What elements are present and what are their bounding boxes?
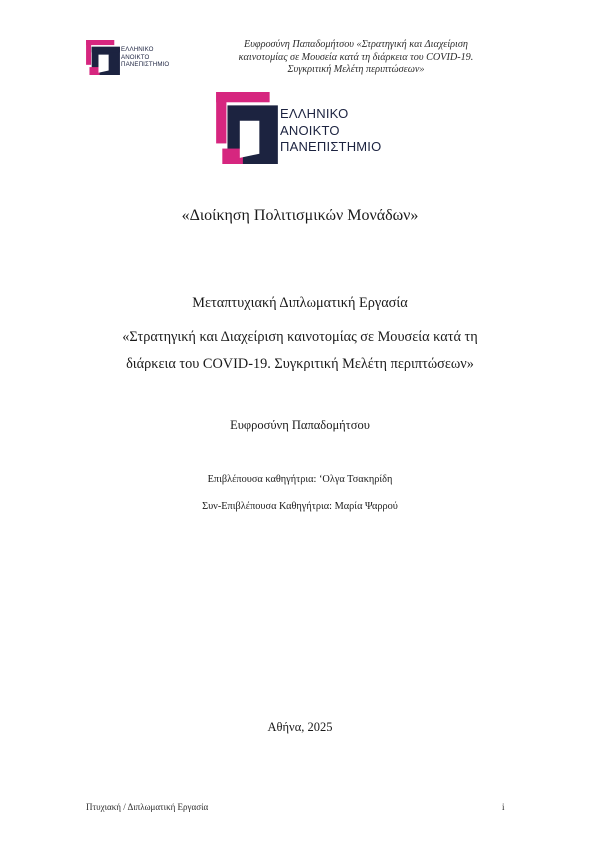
logo-main-line1: ΕΛΛΗΝΙΚΟ	[280, 106, 349, 121]
header-citation	[206, 39, 506, 77]
header-citation-line2: καινοτομίας σε Μουσεία κατά τη διάρκεια του COVID-19.	[238, 51, 474, 63]
logo-small-line2: ΑΝΟΙΚΤΟ	[121, 53, 150, 61]
logo-main-line2: ΑΝΟΙΚΤΟ	[280, 122, 340, 138]
university-wordmark-main	[280, 106, 381, 156]
logo-main-line3: ΠΑΝΕΠΙΣΤΗΜΙΟ	[280, 139, 382, 154]
logo-small-line1: ΕΛΛΗΝΙΚΟ	[121, 46, 154, 53]
thesis-title	[60, 324, 540, 378]
header-citation-line3: Συγκριτική Μελέτη περιπτώσεων»	[287, 64, 425, 76]
university-logo-mark-main	[216, 92, 278, 164]
place-year: Αθήνα, 2025	[267, 720, 333, 734]
thesis-title-line2: διάρκεια του COVID-19. Συγκριτική Μελέτη περιπτώσεων»	[126, 356, 474, 372]
author-name: Ευφροσύνη Παπαδομήτσου	[230, 418, 370, 432]
supervisor: Επιβλέπουσα καθηγήτρια: ‘Ολγα Τσακηρίδη	[207, 474, 393, 485]
thesis-title-line1: «Στρατηγική και Διαχείριση καινοτομίας σε Μουσεία κατά τη	[122, 329, 478, 345]
program-title: «Διοίκηση Πολιτισμικών Μονάδων»	[181, 207, 419, 224]
co-supervisor: Συν-Επιβλέπουσα Καθηγήτρια: Μαρία Ψαρρού	[202, 501, 398, 512]
university-logo-mark-small	[86, 40, 120, 75]
footer-page-number: i	[502, 802, 505, 812]
university-logo-small	[86, 40, 186, 78]
footer-label: Πτυχιακή / Διπλωματική Εργασία	[86, 802, 209, 812]
logo-small-line3: ΠΑΝΕΠΙΣΤΗΜΙΟ	[121, 61, 170, 69]
thesis-type: Μεταπτυχιακή Διπλωματική Εργασία	[192, 295, 408, 311]
header-citation-line1: Ευφροσύνη Παπαδομήτσου «Στρατηγική και Διαχείριση	[244, 39, 468, 50]
university-wordmark-small	[121, 46, 169, 69]
university-logo-main	[216, 92, 406, 164]
